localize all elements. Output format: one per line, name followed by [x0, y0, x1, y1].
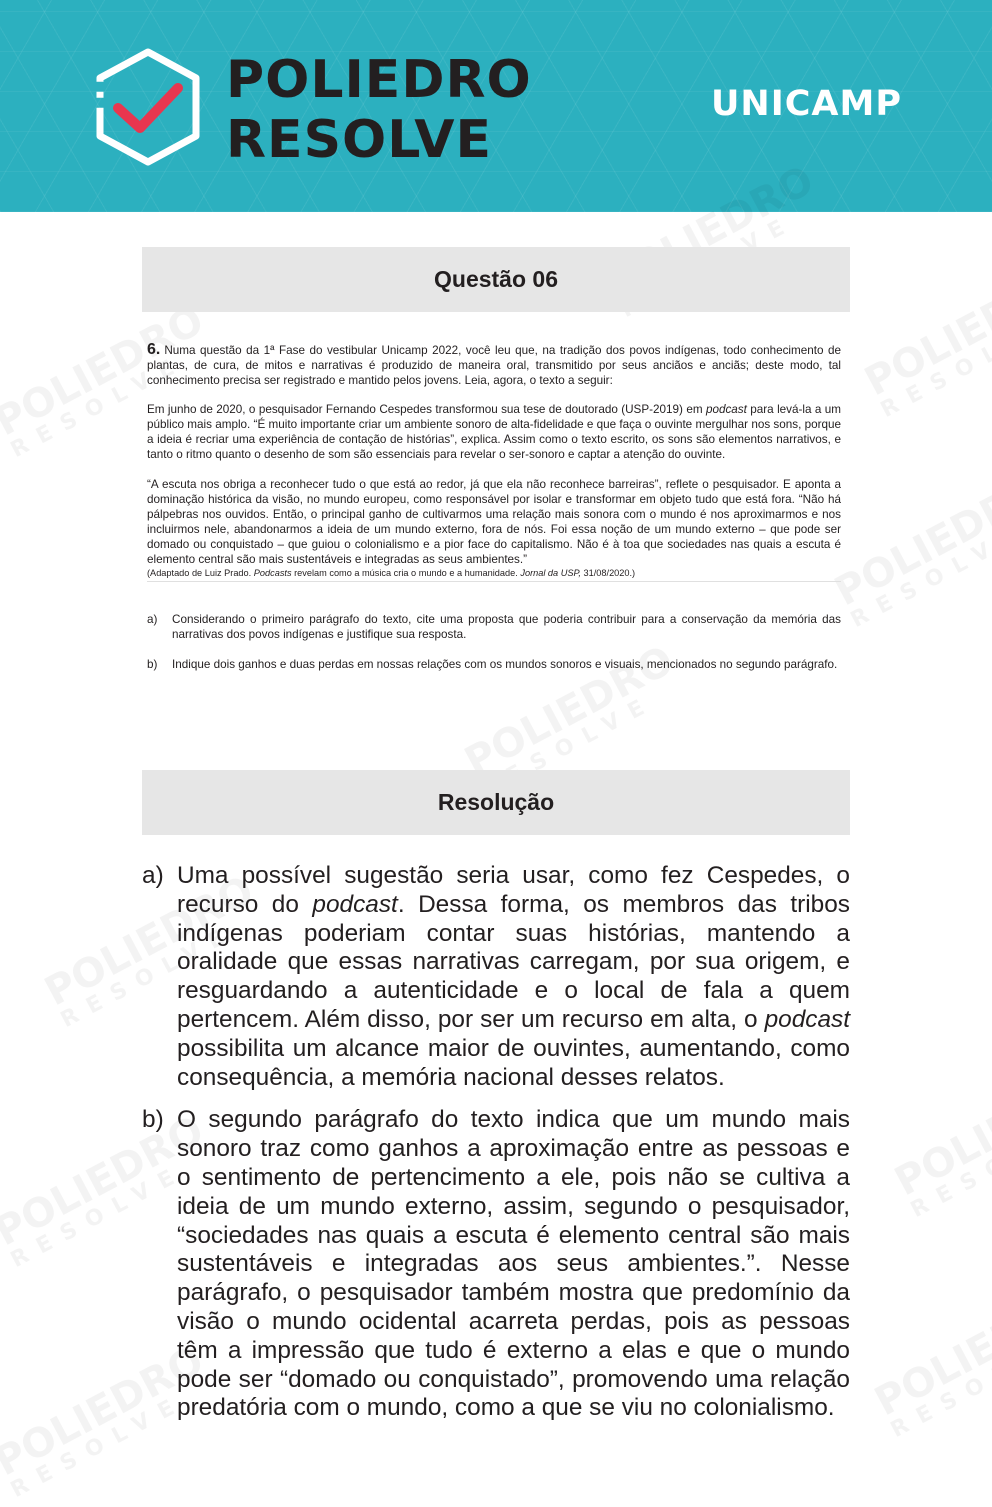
brand-logo-text: [226, 50, 532, 174]
question-number: 6.: [147, 341, 161, 358]
question-title-bar: [142, 247, 850, 312]
question-title: Questão 06: [434, 266, 558, 292]
checkmark-hexagon-icon: [92, 48, 204, 166]
watermark: [869, 1280, 992, 1442]
question-statement: [147, 342, 841, 687]
watermark: [889, 1060, 992, 1222]
item-letter: a): [147, 613, 158, 626]
answer-letter: b): [142, 1106, 164, 1134]
answer-text: Uma possível sugestão seria usar, como fez Cespedes, o recurso do podcast. Dessa forma, os membros das tribos indígenas poderiam contar suas histórias, mantendo a oralidade que essas narrativas carregam, por sua origem, e resguardando a autenticidade e o local de fala a quem pertencem. Além disso, por ser um recurso em alta, o podcast possibilita um alcance maior de ouvintes, aumentando, como consequência, a memória nacional desses relatos.: [177, 862, 850, 1091]
question-intro: 6. Numa questão da 1ª Fase do vestibular Unicamp 2022, você leu que, na tradição dos povos indígenas, todo conhecimento de plantas, de cura, de mitos e narrativas é produzido de maneira oral, transmitido por seus anciãos e anciãs; deste modo, tal conhecimento precisa ser registrado e mantido pelos jovens. Leia, agora, o texto a seguir:: [147, 341, 841, 387]
passage-source: (Adaptado de Luiz Prado. Podcasts revelam como a música cria o mundo e a humanidade. Jornal da USP, 31/08/2020.): [147, 567, 841, 582]
item-letter: b): [147, 658, 158, 671]
passage-paragraph-2: “A escuta nos obriga a reconhecer tudo o que está ao redor, já que ela não reconhece barreiras”, reflete o pesquisador. E aponta a dominação histórica da visão, no mundo europeu, como responsável por isolar e transformar em objeto tudo que está fora. “Não há pálpebras nos ouvidos. Então, o principal ganho de cultivarmos uma relação mais sonora com o mundo é nos aproximarmos e nos incluirmos nele, abandonarmos a ideia de um mundo externo, fora de nós. Foi essa noção de um mundo externo – que pode ser domado ou conquistado – que guiou o colonialismo e a pior face do capitalismo. Não é à toa que sociedades nas quais a escuta é elemento central são mais sustentáveis e integradas as seus ambientes.”: [147, 478, 841, 566]
question-items: [147, 612, 841, 672]
header-banner: [0, 0, 992, 212]
resolution-answers: [142, 862, 850, 1437]
resolution-title: Resolução: [437, 789, 555, 815]
watermark: [859, 260, 992, 422]
brand-line-2: RESOLVE: [226, 110, 492, 170]
exam-name: UNICAMP: [711, 84, 902, 124]
answer-a: [142, 862, 850, 1092]
answer-letter: a): [142, 862, 164, 889]
question-item-b: [147, 657, 841, 672]
item-text: Indique dois ganhos e duas perdas em nossas relações com os mundos sonoros e visuais, mencionados no segundo parágrafo.: [172, 658, 838, 671]
answer-b: [142, 1106, 850, 1423]
item-text: Considerando o primeiro parágrafo do texto, cite uma proposta que poderia contribuir para a conservação da memória das narrativas dos povos indígenas e justifique sua resposta.: [172, 613, 841, 641]
passage-paragraph-1: Em junho de 2020, o pesquisador Fernando Cespedes transformou sua tese de doutorado (USP-2019) em podcast para levá-la a um público mais amplo. “É muito importante criar um ambiente sonoro de alta-fidelidade e que faça o ouvinte mergulhar nos sons, porque a ideia é recriar uma experiência de contação de histórias”, explica. Assim como o texto escrito, os sons são elementos narrativos, e tanto o ritmo quanto o desenho de som são essenciais para revelar o ser-sonoro e captar a atenção do ouvinte.: [147, 403, 842, 461]
resolution-title-bar: [142, 770, 850, 835]
brand-line-1: POLIEDRO: [226, 50, 532, 110]
answer-text: O segundo parágrafo do texto indica que um mundo mais sonoro traz como ganhos a aproximação entre as pessoas e o sentimento de pertencimento a ele, pois não se cultiva a ideia de um mundo externo, assim, segundo o pesquisador, “sociedades nas quais a escuta é elemento central são mais sustentáveis e integradas aos seus ambientes.”. Nesse parágrafo, o pesquisador também mostra que predomínio da visão o mundo ocidental acarreta perdas, pois as pessoas têm a impressão que tudo é externo a elas e que o mundo pode ser “domado ou conquistado”, promovendo uma relação predatória com o mundo, como a que se viu no colonialismo.: [177, 1106, 850, 1422]
question-item-a: [147, 612, 841, 642]
watermark: [829, 470, 992, 632]
